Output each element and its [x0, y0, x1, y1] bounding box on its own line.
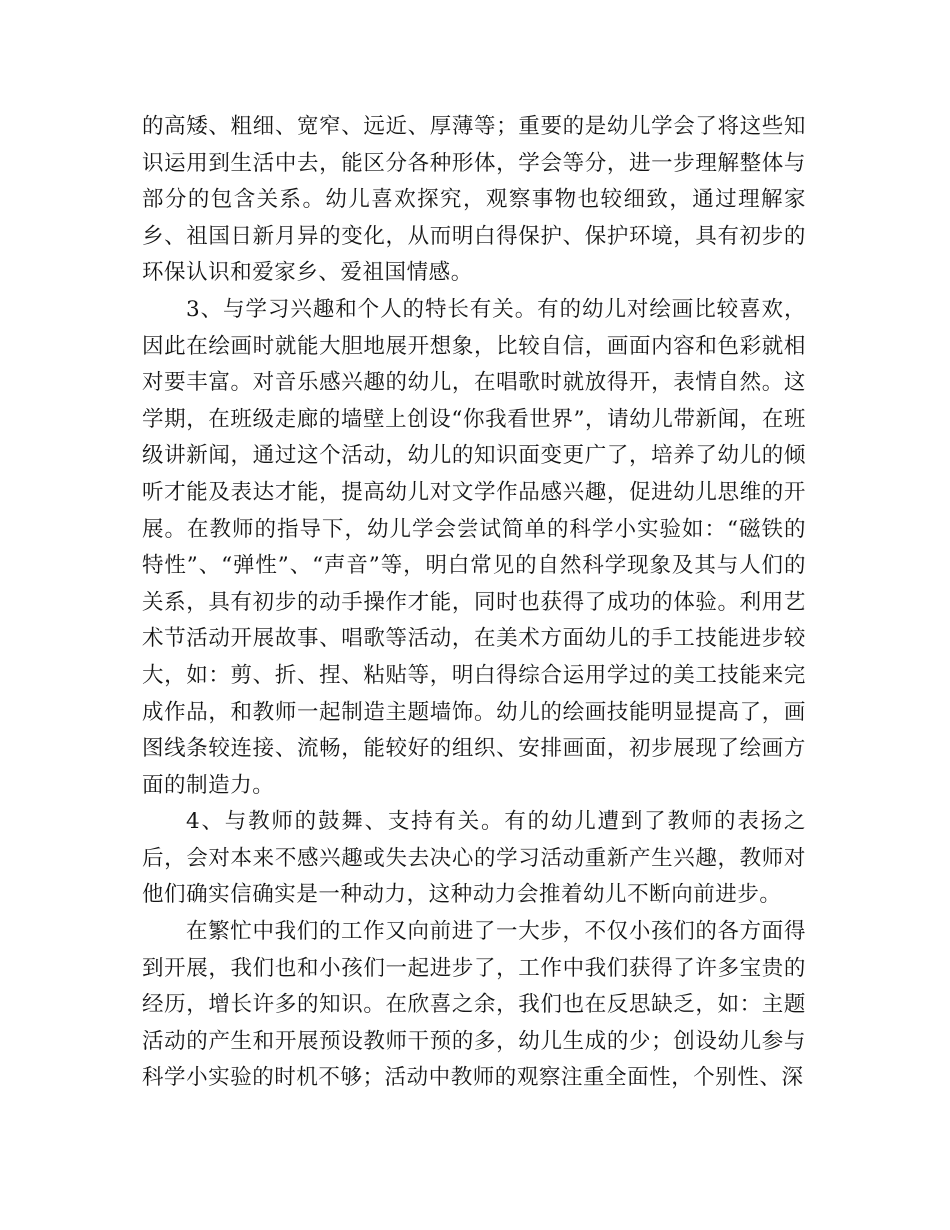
document-body	[142, 109, 806, 1097]
paragraph-1: 的高矮、粗细、宽窄、远近、厚薄等；重要的是幼儿学会了将这些知识运用到生活中去，能区分各种形体，学会等分，进一步理解整体与部分的包含关系。幼儿喜欢探究，观察事物也较细致，通过理解家乡、祖国日新月异的变化，从而明白得保护、保护环境，具有初步的环保认识和爱家乡、爱祖国情感。	[142, 114, 806, 286]
paragraph-2: 3、与学习兴趣和个人的特长有关。有的幼儿对绘画比较喜欢，因此在绘画时就能大胆地展开想象，比较自信，画面内容和色彩就相对要丰富。对音乐感兴趣的幼儿，在唱歌时就放得开，表情自然。这学期，在班级走廊的墙壁上创设“你我看世界”，请幼儿带新闻，在班级讲新闻，通过这个活动，幼儿的知识面变更广了，培养了幼儿的倾听才能及表达才能，提高幼儿对文学作品感兴趣，促进幼儿思维的开展。在教师的指导下，幼儿学会尝试简单的科学小实验如：“磁铁的特性”、“弹性”、“声音”等，明白常见的自然科学现象及其与人们的关系，具有初步的动手操作才能，同时也获得了成功的体验。利用艺术节活动开展故事、唱歌等活动，在美术方面幼儿的手工技能进步较大，如：剪、折、捏、粘贴等，明白得综合运用学过的美工技能来完成作品，和教师一起制造主题墙饰。幼儿的绘画技能明显提高了，画图线条较连接、流畅，能较好的组织、安排画面，初步展现了绘画方面的制造力。	[142, 296, 806, 798]
paragraph-4: 在繁忙中我们的工作又向前进了一大步，不仅小孩们的各方面得到开展，我们也和小孩们一起进步了，工作中我们获得了许多宝贵的经历，增长许多的知识。在欣喜之余，我们也在反思缺乏，如：主题活动的产生和开展预设教师干预的多，幼儿生成的少；创设幼儿参与科学小实验的时机不够；活动中教师的观察注重全面性，个别性、深	[142, 919, 806, 1091]
paragraph-3: 4、与教师的鼓舞、支持有关。有的幼儿遭到了教师的表扬之后，会对本来不感兴趣或失去决心的学习活动重新产生兴趣，教师对他们确实信确实是一种动力，这种动力会推着幼儿不断向前进步。	[142, 809, 806, 908]
